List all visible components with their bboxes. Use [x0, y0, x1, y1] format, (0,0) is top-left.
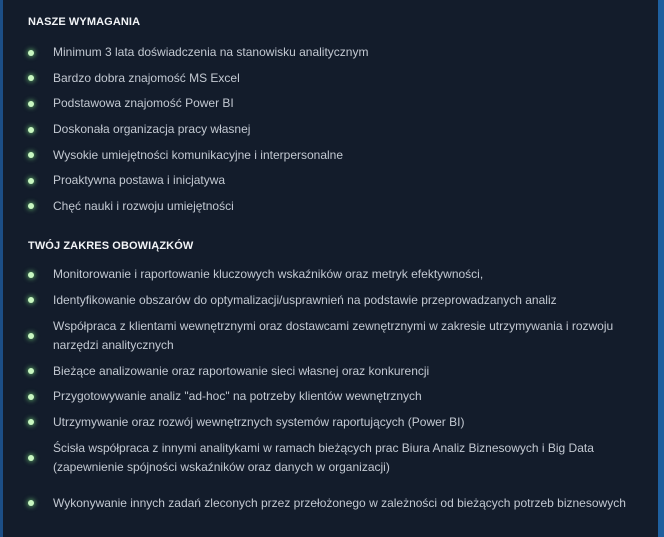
bullet-dot-icon: [28, 500, 34, 506]
requirements-heading: NASZE WYMAGANIA: [28, 16, 141, 28]
list-item-text: Podstawowa znajomość Power BI: [53, 96, 234, 111]
bullet-dot-icon: [28, 101, 34, 107]
list-item: [25, 435, 640, 480]
list-item-text: Wykonywanie innych zadań zleconych przez przełożonego w zależności od bieżących potrzeb biznesowych: [53, 495, 626, 510]
bullet-dot-icon: [28, 178, 34, 184]
bullet-dot-icon: [28, 419, 34, 425]
list-item: [25, 117, 640, 143]
list-item-text: Minimum 3 lata doświadczenia na stanowisku analitycznym: [53, 45, 369, 60]
list-item-text: Ścisła współpraca z innymi analitykami w ramach bieżących prac Biura Analiz Biznesowych i Big Data (zapewnienie spójności wskaźników oraz danych w organizacji): [53, 440, 594, 474]
list-item-text: Bardzo dobra znajomość MS Excel: [53, 70, 240, 85]
list-item: [25, 410, 640, 436]
bullet-dot-icon: [28, 368, 34, 374]
list-item-text: Chęć nauki i rozwoju umiejętności: [53, 198, 234, 213]
list-item-text: Współpraca z klientami wewnętrznymi oraz dostawcami zewnętrznymi w zakresie utrzymywania i rozwoju narzędzi analitycznych: [53, 318, 614, 352]
bullet-dot-icon: [28, 152, 34, 158]
list-item: [25, 384, 640, 410]
bullet-dot-icon: [28, 394, 34, 400]
list-item-text: Przygotowywanie analiz "ad-hoc" na potrzeby klientów wewnętrznych: [53, 389, 422, 404]
list-item: [25, 288, 640, 314]
list-item: [25, 66, 640, 92]
list-item: [25, 194, 640, 220]
list-item-text: Bieżące analizowanie oraz raportowanie sieci własnej oraz konkurencji: [53, 363, 430, 378]
list-item: [25, 40, 640, 66]
duties-heading: TWÓJ ZAKRES OBOWIĄZKÓW: [28, 240, 194, 252]
list-item-text: Monitorowanie i raportowanie kluczowych wskaźników oraz metryk efektywności,: [53, 267, 484, 282]
list-item-text: Doskonała organizacja pracy własnej: [53, 122, 251, 137]
bullet-dot-icon: [28, 50, 34, 56]
list-item: [25, 313, 640, 358]
list-item-text: Wysokie umiejętności komunikacyjne i interpersonalne: [53, 147, 344, 162]
list-item: [25, 358, 640, 384]
bullet-dot-icon: [28, 455, 34, 461]
duties-list: [25, 262, 640, 526]
list-item-text: Utrzymywanie oraz rozwój wewnętrznych systemów raportujących (Power BI): [53, 414, 465, 429]
list-item: [25, 142, 640, 168]
list-item: [25, 168, 640, 194]
bullet-dot-icon: [28, 272, 34, 278]
list-item: [25, 481, 640, 526]
list-item: [25, 91, 640, 117]
bullet-dot-icon: [28, 203, 34, 209]
bullet-dot-icon: [28, 75, 34, 81]
requirements-list: [25, 40, 640, 219]
bullet-dot-icon: [28, 297, 34, 303]
list-item-text: Identyfikowanie obszarów do optymalizacji/usprawnień na podstawie przeprowadzanych analiz: [53, 292, 557, 307]
bullet-dot-icon: [28, 333, 34, 339]
bullet-dot-icon: [28, 127, 34, 133]
list-item-text: Proaktywna postawa i inicjatywa: [53, 173, 226, 188]
list-item: [25, 262, 640, 288]
